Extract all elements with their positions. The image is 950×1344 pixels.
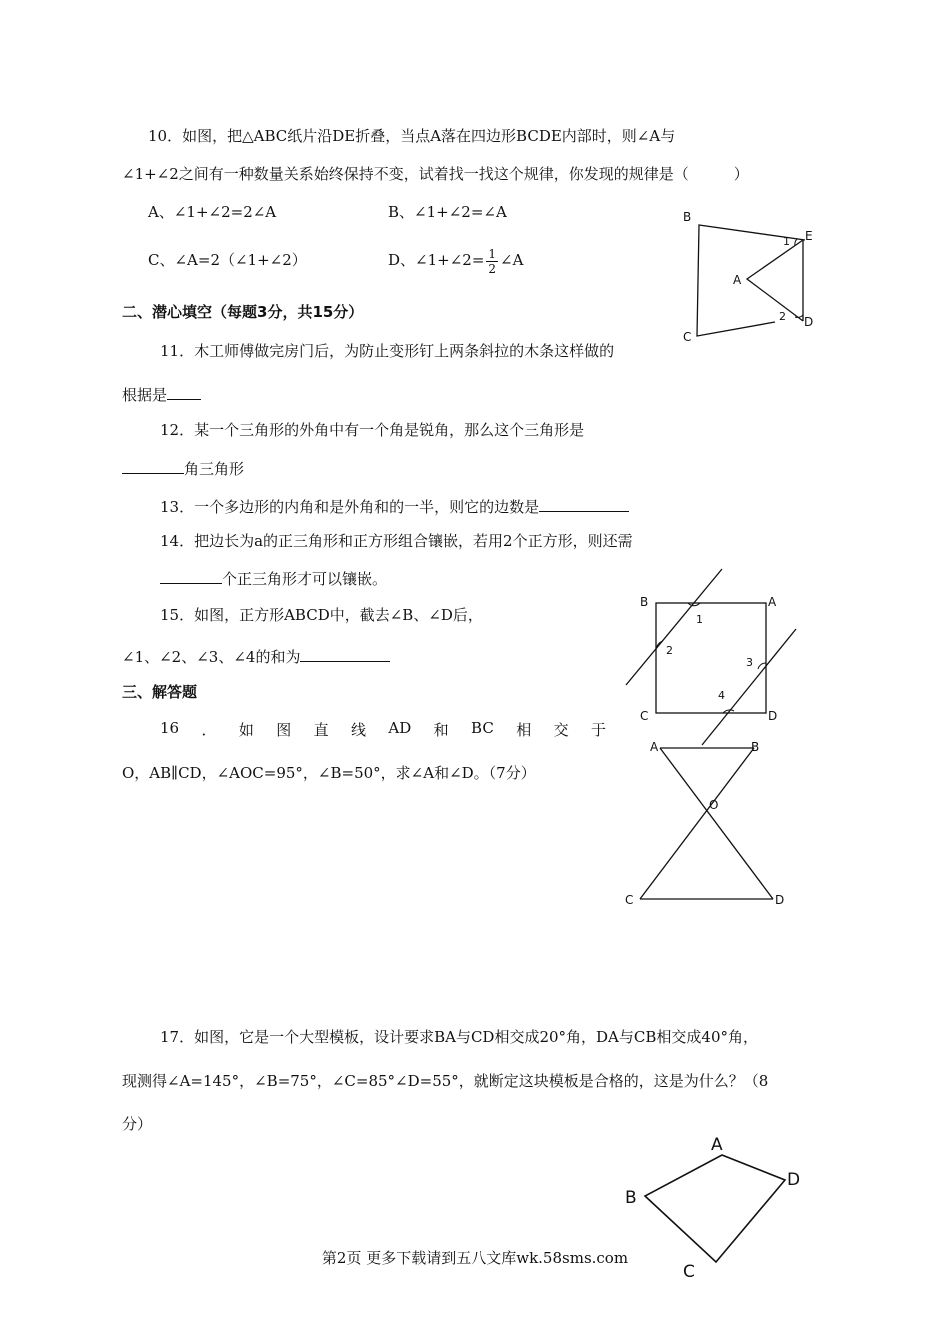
q15-cut-line-b — [626, 569, 722, 685]
q10-option-d-suffix: ∠A — [500, 251, 524, 269]
q12-line1: 12．某一个三角形的外角中有一个角是锐角，那么这个三角形是 — [160, 421, 585, 439]
q10-option-d — [388, 244, 523, 276]
q16-word: 线 — [351, 721, 367, 739]
q10-angle2-label: 2 — [779, 310, 786, 323]
q14-text: 个正三角形才可以镶嵌。 — [222, 570, 388, 588]
q10-line2: ∠1+∠2之间有一种数量关系始终保持不变，试着找一找这个规律，你发现的规律是（ ） — [122, 165, 749, 183]
q15-label-d: D — [768, 709, 778, 723]
q11-answer-blank[interactable] — [167, 383, 201, 400]
q10-option-a: A、∠1+∠2=2∠A — [148, 203, 277, 221]
q16-label-c: C — [625, 893, 634, 907]
q16-word: BC — [471, 719, 494, 737]
q15-line1: 15．如图，正方形ABCD中，截去∠B、∠D后， — [160, 606, 483, 624]
q16-word: AD — [388, 719, 412, 737]
q12-text: 角三角形 — [184, 460, 245, 478]
q15-angle3-label: 3 — [746, 656, 753, 669]
q12-line2 — [122, 457, 244, 479]
q16-line1 — [160, 719, 606, 740]
q16-line2: O，AB∥CD，∠AOC=95°，∠B=50°，求∠A和∠D。（7分） — [122, 764, 536, 782]
q16-line-bc — [640, 748, 754, 899]
q13-answer-blank[interactable] — [539, 495, 629, 512]
q17-line1: 17．如图，它是一个大型模板，设计要求BA与CD相交成20°角，DA与CB相交成40°角， — [160, 1028, 758, 1046]
q11-text: 根据是 — [122, 386, 168, 404]
q16-label-a: A — [650, 740, 659, 754]
q15-label-a: A — [768, 595, 777, 609]
q16-word: 交 — [553, 721, 569, 739]
q16-word: 直 — [313, 721, 329, 739]
section2-heading: 二、潜心填空（每题3分，共15分） — [122, 303, 364, 321]
section3-heading: 三、解答题 — [122, 683, 198, 701]
fraction-denominator: 2 — [488, 261, 497, 276]
q15-cut-line-d — [702, 629, 796, 745]
q16-word: 和 — [433, 721, 449, 739]
q14-line1: 14．把边长为a的正三角形和正方形组合镶嵌，若用2个正方形，则还需 — [160, 532, 633, 550]
fraction-half — [486, 247, 498, 276]
q10-folded-triangle — [747, 240, 803, 321]
q10-label-a: A — [733, 273, 742, 287]
q11-line1: 11．木工师傅做完房门后，为防止变形钉上两条斜拉的木条这样做的 — [160, 342, 615, 360]
q15-label-b: B — [640, 595, 649, 609]
q10-option-d-prefix: D、∠1+∠2= — [388, 251, 485, 269]
q10-label-b: B — [683, 210, 692, 224]
q13-line — [160, 495, 629, 517]
page-footer: 第2页 更多下载请到五八文库wk.58sms.com — [321, 1249, 629, 1267]
q17-label-a: A — [711, 1135, 723, 1155]
q15-text: ∠1、∠2、∠3、∠4的和为 — [122, 648, 301, 666]
q15-answer-blank[interactable] — [300, 645, 390, 662]
q10-label-c: C — [683, 330, 692, 344]
q16-word: 16 — [160, 719, 180, 737]
q15-angle1-label: 1 — [696, 613, 703, 626]
q17-quadrilateral — [645, 1155, 785, 1262]
q17-label-c: C — [683, 1262, 695, 1280]
q17-label-d: D — [787, 1170, 801, 1190]
q10-option-b: B、∠1+∠2=∠A — [388, 203, 507, 221]
q16-word: 如 — [238, 721, 254, 739]
fraction-numerator: 1 — [488, 246, 497, 261]
q15-line2 — [122, 645, 390, 667]
q16-word: 于 — [590, 721, 606, 739]
q13-text: 13．一个多边形的内角和是外角和的一半，则它的边数是 — [160, 498, 540, 516]
q17-line2: 现测得∠A=145°，∠B=75°，∠C=85°∠D=55°，就断定这块模板是合格的，这是为什么？（8 — [122, 1072, 769, 1090]
q14-answer-blank[interactable] — [160, 567, 222, 584]
q16-word: 图 — [276, 721, 292, 739]
q16-figure — [618, 736, 793, 911]
q16-label-b: B — [751, 740, 760, 754]
q15-angle4-label: 4 — [718, 689, 725, 702]
q10-angle1-label: 1 — [783, 235, 790, 248]
q12-answer-blank[interactable] — [122, 457, 184, 474]
q14-line2 — [160, 567, 387, 589]
q10-label-e: E — [805, 229, 813, 243]
q16-word: 相 — [516, 721, 532, 739]
q15-figure — [620, 565, 810, 750]
q10-label-d: D — [804, 315, 814, 329]
q17-line3: 分） — [122, 1115, 153, 1133]
q15-angle2-label: 2 — [666, 644, 673, 657]
q15-label-c: C — [640, 709, 649, 723]
q17-label-b: B — [625, 1188, 637, 1208]
q10-figure — [675, 205, 820, 345]
q16-label-o: O — [709, 798, 719, 812]
q11-line2 — [122, 383, 201, 405]
q16-line-ad — [660, 748, 773, 899]
q16-label-d: D — [775, 893, 785, 907]
q16-word: ． — [201, 721, 217, 739]
q10-line1: 10．如图，把△ABC纸片沿DE折叠，当点A落在四边形BCDE内部时，则∠A与 — [148, 127, 676, 145]
q10-option-c: C、∠A=2（∠1+∠2） — [148, 251, 307, 269]
